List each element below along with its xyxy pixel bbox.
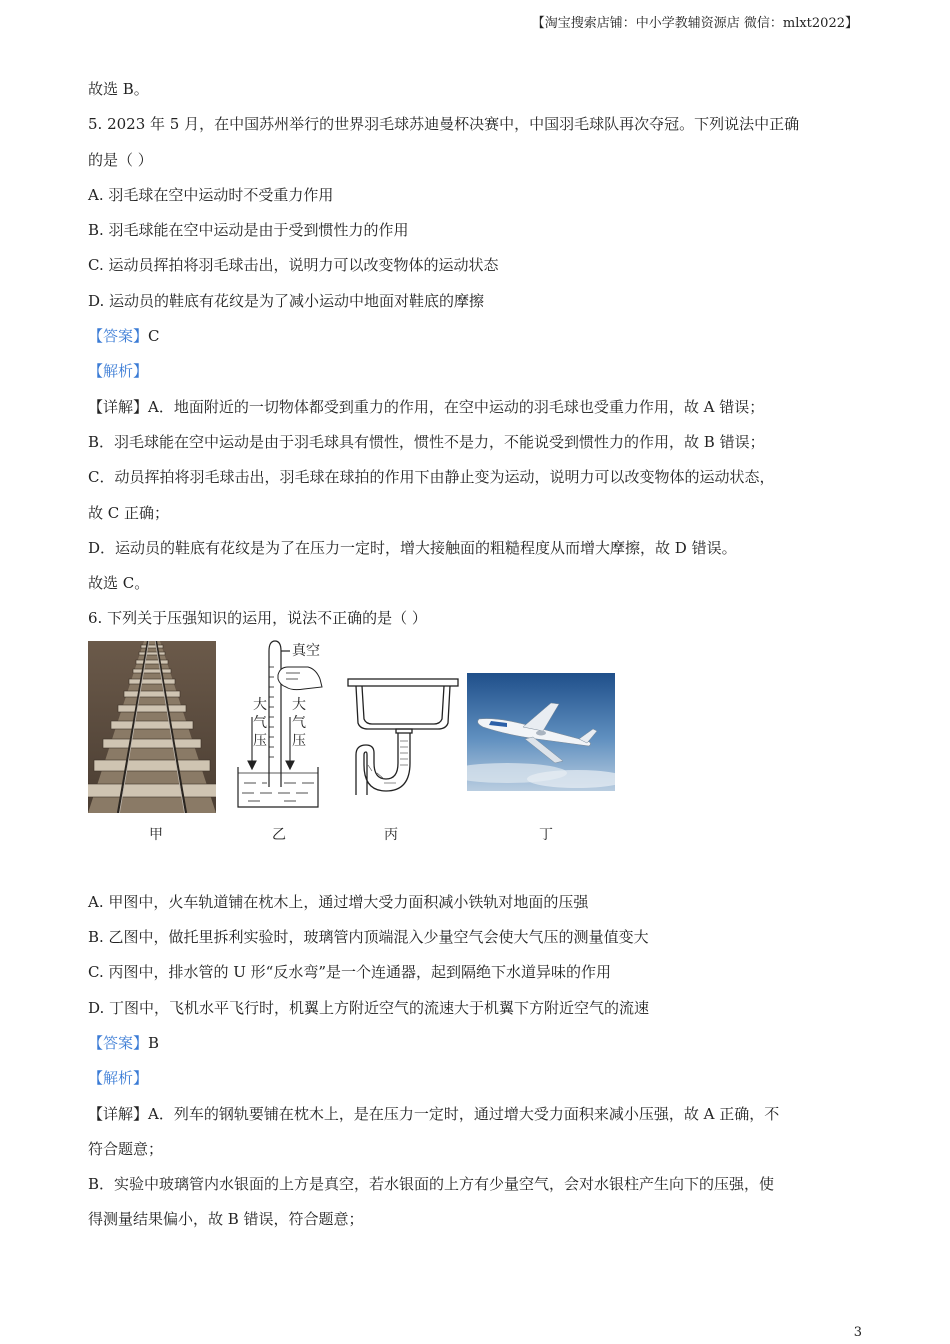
page-header: 【淘宝搜索店铺：中小学教辅资源店 微信：mlxt2022】 <box>531 16 858 31</box>
q6-detail-line: 得测量结果偏小，故 B 错误，符合题意； <box>88 1210 364 1229</box>
q5-stem-line2: 的是（ ） <box>88 150 153 169</box>
vacuum-label: 真空 <box>292 642 320 659</box>
q5-detail-line: B．羽毛球能在空中运动是由于羽毛球具有惯性，惯性不是力，不能说受到惯性力的作用，故 B 错误； <box>88 432 765 451</box>
q6-option-b: B. 乙图中，做托里拆利实验时，玻璃管内顶端混入少量空气会使大气压的测量值变大 <box>88 928 649 947</box>
q5-analysis-tag: 【解析】 <box>88 362 149 381</box>
atm-left-1: 大 <box>253 696 267 713</box>
prev-conclusion: 故选 B。 <box>88 80 149 98</box>
answer-value: B <box>148 1033 160 1052</box>
answer-tag: 【答案】 <box>88 1033 149 1052</box>
q6-stem: 6. 下列关于压强知识的运用，说法不正确的是（ ） <box>88 609 427 628</box>
railway-track-image <box>88 641 216 813</box>
q6-answer <box>88 1026 863 1061</box>
q5-stem-line1: 5. 2023 年 5 月，在中国苏州举行的世界羽毛球苏迪曼杯决赛中，中国羽毛球队再次夺冠。下列说法中正确 <box>88 115 800 134</box>
q6-figures <box>88 637 863 885</box>
q5-conclusion: 故选 C。 <box>88 574 150 593</box>
q5-option-d: D. 运动员的鞋底有花纹是为了减小运动中地面对鞋底的摩擦 <box>88 291 485 310</box>
atm-right-3: 压 <box>292 732 306 749</box>
detail-text: A．列车的钢轨要铺在枕木上，是在压力一定时，通过增大受力面积来减小压强，故 A 正确，不 <box>148 1104 780 1123</box>
atm-right-1: 大 <box>292 696 306 713</box>
caption-jia: 甲 <box>149 826 163 843</box>
q6-option-c: C. 丙图中，排水管的 U 形“反水弯”是一个连通器，起到隔绝下水道异味的作用 <box>88 963 611 982</box>
answer-tag: 【答案】 <box>88 327 149 346</box>
atm-left-3: 压 <box>253 732 267 749</box>
document-body <box>88 72 863 1238</box>
q6-option-d: D. 丁图中，飞机水平飞行时，机翼上方附近空气的流速大于机翼下方附近空气的流速 <box>88 998 650 1017</box>
sink-u-trap-diagram <box>344 675 462 799</box>
q6-detail-line: B．实验中玻璃管内水银面的上方是真空，若水银面的上方有少量空气，会对水银柱产生向下的压强，使 <box>88 1175 775 1194</box>
answer-value: C <box>148 327 160 346</box>
q5-detail-line <box>88 390 863 425</box>
q6-detail-line: 符合题意； <box>88 1139 164 1158</box>
q5-answer <box>88 319 863 354</box>
page-number: 3 <box>853 1325 862 1340</box>
airplane-photo <box>467 673 615 791</box>
q5-option-b: B. 羽毛球能在空中运动是由于受到惯性力的作用 <box>88 221 409 240</box>
detail-text: A．地面附近的一切物体都受到重力的作用，在空中运动的羽毛球也受重力作用，故 A 错误； <box>148 397 765 416</box>
caption-bing: 丙 <box>384 826 398 843</box>
detail-tag: 【详解】 <box>88 1104 149 1123</box>
q5-detail-line: 故 C 正确； <box>88 503 170 522</box>
detail-tag: 【详解】 <box>88 397 149 416</box>
q6-option-a: A. 甲图中，火车轨道铺在枕木上，通过增大受力面积减小铁轨对地面的压强 <box>88 892 589 911</box>
q5-option-a: A. 羽毛球在空中运动时不受重力作用 <box>88 185 334 204</box>
q6-detail-line <box>88 1097 863 1132</box>
caption-yi: 乙 <box>272 826 286 843</box>
q5-detail-line: D．运动员的鞋底有花纹是为了在压力一定时，增大接触面的粗糙程度从而增大摩擦，故 D 错误。 <box>88 538 737 557</box>
q5-detail-line: C．动员挥拍将羽毛球击出，羽毛球在球拍的作用下由静止变为运动，说明力可以改变物体的运动状态， <box>88 468 775 487</box>
q5-option-c: C. 运动员挥拍将羽毛球击出，说明力可以改变物体的运动状态 <box>88 256 499 275</box>
atm-right-2: 气 <box>292 714 306 731</box>
atm-left-2: 气 <box>253 714 267 731</box>
torricelli-experiment-diagram <box>234 637 340 817</box>
q6-analysis-tag: 【解析】 <box>88 1069 149 1088</box>
caption-ding: 丁 <box>539 826 553 843</box>
